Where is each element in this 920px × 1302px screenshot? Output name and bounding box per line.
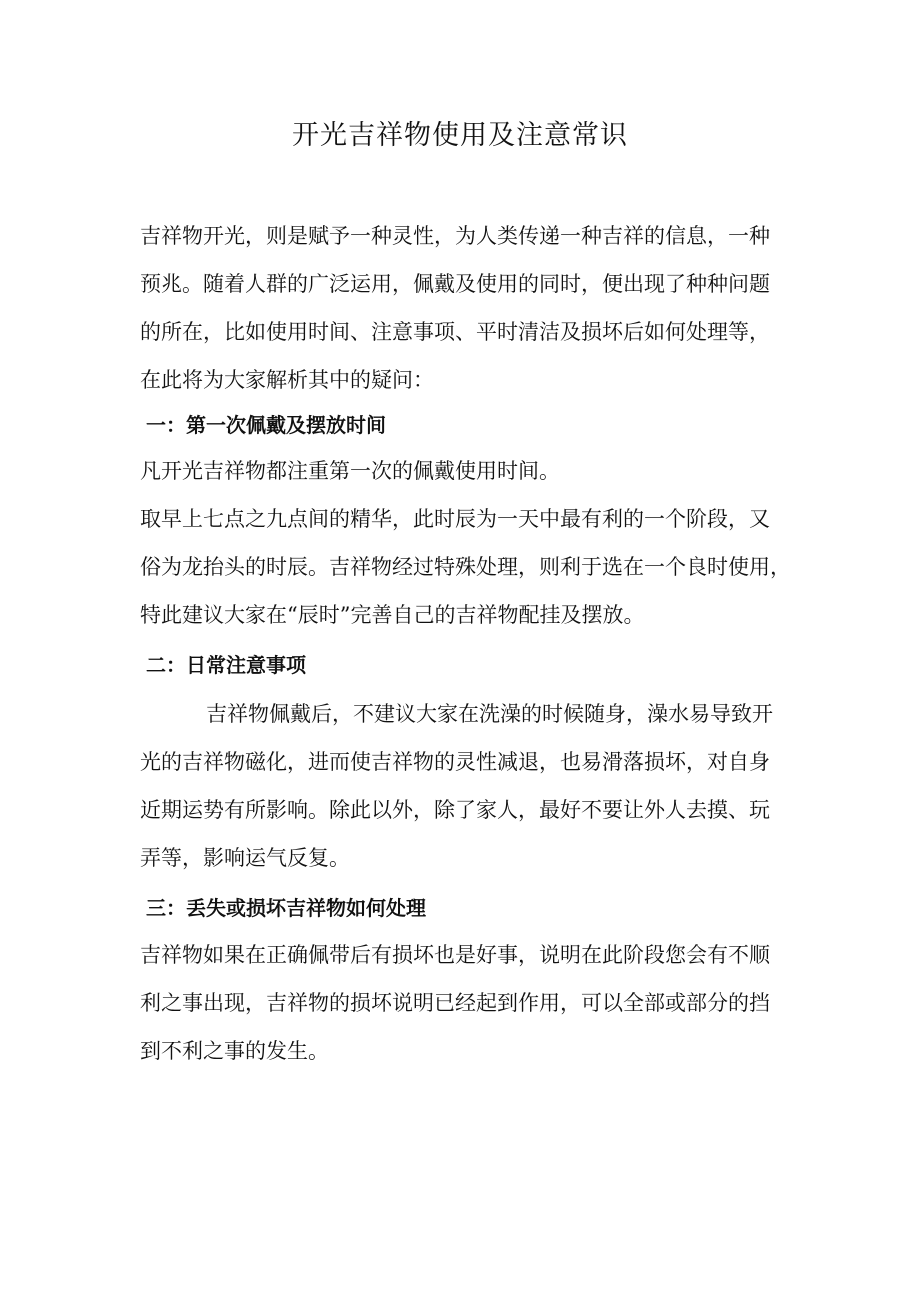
section-3-paragraph	[140, 931, 780, 1075]
intro-line: 的所在，比如使用时间、注意事项、平时清洁及损坏后如何处理等，	[140, 320, 770, 344]
intro-line: 吉祥物开光，则是赋予一种灵性，为人类传递一种吉祥的信息，一种	[140, 224, 770, 248]
intro-paragraph	[140, 212, 780, 404]
section-3-line: 到不利之事的发生。	[140, 1039, 329, 1063]
document-title: 开光吉祥物使用及注意常识	[292, 120, 628, 151]
intro-line: 在此将为大家解析其中的疑问：	[140, 368, 434, 392]
section-1-paragraph	[140, 447, 791, 639]
section-3-line: 吉祥物如果在正确佩带后有损坏也是好事，说明在此阶段您会有不顺	[140, 943, 770, 967]
section-2-paragraph	[140, 690, 780, 882]
section-2-line: 近期运势有所影响。除此以外，除了家人，最好不要让外人去摸、玩	[140, 798, 770, 822]
section-1-heading: 一：第一次佩戴及摆放时间	[146, 413, 386, 437]
section-2-line: 吉祥物佩戴后，不建议大家在洗澡的时候随身，澡水易导致开	[206, 702, 773, 726]
section-2-line: 弄等，影响运气反复。	[140, 846, 350, 870]
section-3-heading: 三：丢失或损坏吉祥物如何处理	[146, 896, 426, 920]
section-1-line: 凡开光吉祥物都注重第一次的佩戴使用时间。	[140, 459, 560, 483]
section-1-line: 取早上七点之九点间的精华，此时辰为一天中最有利的一个阶段，又	[140, 507, 770, 531]
section-1-line: 俗为龙抬头的时辰。吉祥物经过特殊处理，则利于选在一个良时使用，	[140, 555, 791, 579]
section-2-heading: 二：日常注意事项	[146, 653, 306, 677]
section-1-line: 特此建议大家在“辰时”完善自己的吉祥物配挂及摆放。	[140, 603, 645, 627]
section-2-line: 光的吉祥物磁化，进而使吉祥物的灵性减退，也易滑落损坏，对自身	[140, 750, 770, 774]
section-3-line: 利之事出现，吉祥物的损坏说明已经起到作用，可以全部或部分的挡	[140, 991, 770, 1015]
intro-line: 预兆。随着人群的广泛运用，佩戴及使用的同时，便出现了种种问题	[140, 272, 770, 296]
